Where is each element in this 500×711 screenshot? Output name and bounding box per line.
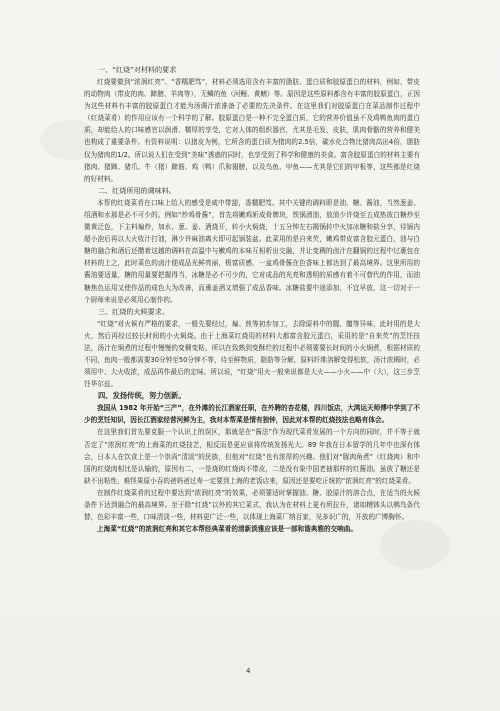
paragraph-7: 上海菜“红烧”的浓润红亮和其它本帮经典菜肴的清新淡雅应该是一部和谐典雅的交响曲。 [97, 525, 358, 534]
paragraph-4: 我国从 1982 年开始“三产”，在外滩的长江酒家任职，在外聘的杏花楼，四川饭店，大鸿运天师傅中学到了不少的烹饪知识，因长江酒家经营河鲜为主，我对本帮菜是情有独钟，因此对本帮的红烧技法也略有体会。 [84, 404, 420, 425]
paragraph-3: “红烧”对火候有严格的要求，一般先要经过，煸、煎等初步加工，去除原料中的腥、膻等异味，此时用的是大火，然后再经过较长时间的小火焖烧。由于上海菜红烧用的材料大都富含胶元蛋白，采用的是“自来芡”的烹饪技法，汤汁在焖煮的过程中慢慢的变稠变粘，所以在致熟到变酥烂的过程中必须要要长时间的小火焖煮，根据材质的不同，鱼肉一般都需要30分钟至50分钟不等，待至鲜物质，脂肪等分解，原料纤维溶解变得松软，汤汁浓稠时，必须用中、大火收浓，成品再作最后的定味。所以说，“红烧”用火一般来说都是大火——小火——中（大），这三步烹饪华尔兹。 [84, 319, 420, 389]
page-number: 4 [246, 667, 251, 675]
section-4-title: 四、发扬传统，努力创新。 [98, 391, 186, 401]
document-body [84, 64, 420, 535]
paragraph-2: 本帮的红烧菜肴在口味上给人的感受是咸中带甜，香糯肥笃。其中关键的调料即是油、糖、酱油，当然葱姜、绍酒和水那是必不可少的。例如“炒鸡骨酱”，首先将嫩鸡斩成骨牌块，铁锅滑油，放油少许烧至五成热放白糖炒至微黄泛色，下主料煸炒，加水、葱、姜、酒烧开，转小火焖烧，十五分钟左右揭锅转中火加冰糖和盐分享，待锅内超小泡后再以大火收汁打油，淋少许麻油离火即可起锅装盆。此菜用的是自来芡，嫩鸡带皮富含胶元蛋白，油与白糖的融合和酒后还攒着这越的调料在高温中与嫩鸡的本味互相析出交融，并让变稠的卤汁在翻锅的过程中过裹包在材料的上之，此时菜色的卤汁便成品光鲜亮丽，极富质感，一盆鸡骨酱在色香味上都达到了最高境界。这里所用的酱油要适量，糖的用量要把握得当，冰糖是必不可少的，它对成品的光亮和透明的质感有着不可替代的作用，而油糖焦色运用又使作品的成色大为改善，而熏姜酒又增强了成品香味。冰糖盐要中途添加，不宜早放，这一切对于一个厨师来说是必须用心制作的。 [84, 198, 420, 304]
paragraph-6: 在制作红烧菜肴的过程中要达到“浓润红亮”的效果，必须要适时掌握油、糖、胶原汁的溶合点，在适当的火候条件下达到融合的最高境界。至于除“红烧”以外的其它菜式，我认为在材料上更有所拉升，诸如糟钵头以鹌鸟条代替，色彩丰富一些，口味清淡一些，材料更广泛一些，以体现上海菜厂纳百家，见多识广的，开放的广博胸怀。 [84, 488, 420, 522]
section-1-title: 一、“红烧”对材料的要求 [98, 65, 177, 74]
section-2-title: 二、红烧所用的调味料。 [98, 185, 177, 195]
section-3-title: 三、红烧的火候要求。 [98, 306, 169, 316]
paragraph-5: 在这里我们首先要克服一个认识上的误区，那就是在“酱法”作为现代菜肴发展的一个方向的同时，并不等于就否定了“浓润红亮”的上海菜的红烧技艺，相反而是更应该将传统发扬光大。89 年我在日本留学的几年中也深有体会，日本人在饮食上是一个崇尚“清淡”的民族，但他对“红烧”也有浓厚的兴趣。他们对“豚肉角煮”（红烧肉）和中国的红烧肉相比是认输的，原因有二，一是烧的红烧肉不带皮，二是没有象中国老抽那样的红酱油。虽放了糖还是缺不出粘性，难怪果原小吞的爸妈爸过寿一定要到上海的老饭店来，原因还是要吃正统的“浓润红亮”的红烧菜肴。 [84, 428, 420, 485]
paragraph-1: 红烧要做到“浓润红亮”、“香糯肥笃”，材料必须选用含有丰富的脂肪、蛋白质和胶原蛋白的材料，例如，带皮的动物肉（带皮的肉、蹄膀、羊肉等），无鳞的鱼（河鳗、黄鳝）等。原因是这些原料都含有丰富的胶原蛋白，正因为这些材料有丰富的胶原蛋白才能为汤调汁浓准备了必要的先决条件。在这里我们对胶原蛋白在菜品制作过程中（红烧菜肴）的作用应该有一个科学的了解。胶原蛋白是一种不完全蛋白质，它的营养价值虽不及鸡鸭鱼肉的蛋白质，却能给人的口味感官以润滑、糯厚的享受，它对人体的组织器官，尤其是毛发，皮肤，肌肉骨骼的营养和健美也构成了重要条件。有资料说明：以猪皮为例，它所含的蛋白质为猪肉的2.5倍，碳水化合物比猪肉高出4倍，脂肪仅为猪肉的1/2。所以说人们在受到“美味”诱惑的同时，也享受到了科学和健康的美食。富含胶原蛋白的材料主要有猪肉、猪蹄、猪爪、牛（猪）蹄筋、鸡（鸭）爪和翅膀，以及鸟鱼、甲鱼——尤其是它们的甲板等，这些都是红烧的好材料。 [84, 78, 420, 183]
